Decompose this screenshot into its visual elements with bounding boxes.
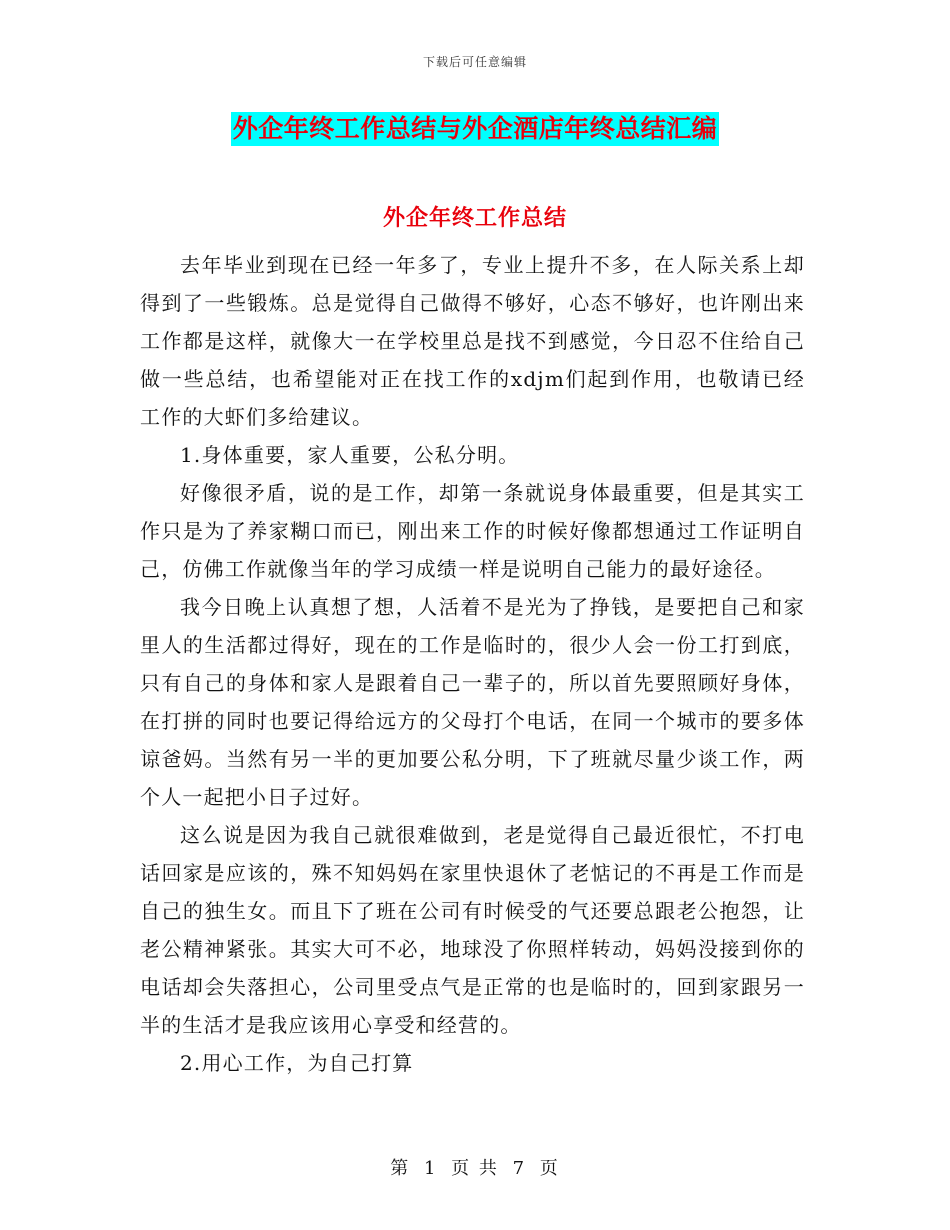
footer-prefix: 第	[390, 1158, 411, 1179]
page-footer	[0, 1154, 950, 1180]
paragraph: 好像很矛盾，说的是工作，却第一条就说身体最重要，但是其实工作只是为了养家糊口而已，刚出来工作的时候好像都想通过工作证明自己，仿佛工作就像当年的学习成绩一样是说明自己能力的最好途径。	[140, 481, 805, 581]
footer-middle: 页 共	[451, 1158, 499, 1179]
paragraph: 我今日晚上认真想了想，人活着不是光为了挣钱，是要把自己和家里人的生活都过得好，现在的工作是临时的，很少人会一份工打到底，只有自己的身体和家人是跟着自己一辈子的，所以首先要照顾好身体，在打拼的同时也要记得给远方的父母打个电话，在同一个城市的要多体谅爸妈。当然有另一半的更加要公私分明，下了班就尽量少谈工作，两个人一起把小日子过好。	[140, 595, 805, 809]
header-note: 下载后可任意编辑	[422, 55, 527, 69]
paragraph: 去年毕业到现在已经一年多了，专业上提升不多，在人际关系上却得到了一些锻炼。总是觉得自己做得不够好，心态不够好，也许刚出来工作都是这样，就像大一在学校里总是找不到感觉，今日忍不住给自己做一些总结，也希望能对正在找工作的xdjm们起到作用，也敬请已经工作的大虾们多给建议。	[140, 253, 805, 429]
paragraph: 这么说是因为我自己就很难做到，老是觉得自己最近很忙，不打电话回家是应该的，殊不知妈妈在家里快退休了老惦记的不再是工作而是自己的独生女。而且下了班在公司有时候受的气还要总跟老公抱怨，让老公精神紧张。其实大可不必，地球没了你照样转动，妈妈没接到你的电话却会失落担心，公司里受点气是正常的也是临时的，回到家跟另一半的生活才是我应该用心享受和经营的。	[140, 823, 805, 1037]
document-body	[140, 246, 805, 1082]
section-title: 外企年终工作总结	[382, 206, 567, 231]
document-title-container	[0, 112, 950, 146]
footer-suffix: 页	[539, 1158, 560, 1179]
paragraph: 2.用心工作，为自己打算	[180, 1051, 414, 1075]
footer-current-page: 1	[423, 1158, 438, 1179]
paragraph: 1.身体重要，家人重要，公私分明。	[180, 443, 520, 467]
document-title: 外企年终工作总结与外企酒店年终总结汇编	[231, 112, 720, 146]
footer-total-pages: 7	[512, 1158, 527, 1179]
